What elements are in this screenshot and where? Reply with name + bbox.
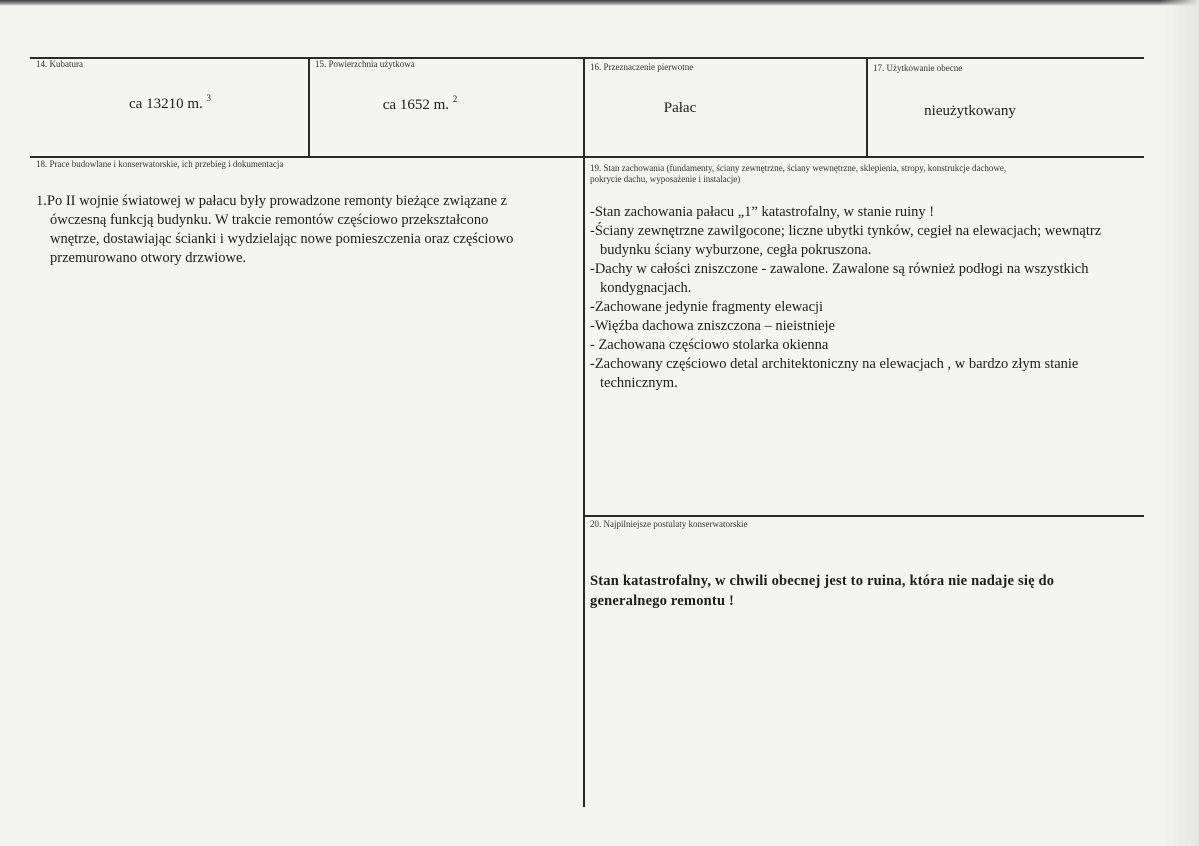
field-19-label: 19. Stan zachowania (fundamenty, ściany zewnętrzne, ściany wewnętrzne, sklepienia, stropy, konstrukcje dachowe, pokrycie dachu, wyposażenie i instalacje) [590, 163, 1007, 184]
field-14-value [60, 93, 280, 113]
field-18-text [36, 192, 516, 268]
col-divider-main [583, 57, 585, 807]
field-18-label: 18. Prace budowlane i konserwatorskie, ich przebieg i dokumentacja [36, 159, 284, 169]
field-19-list [590, 203, 1130, 393]
condition-item: - Zachowana częściowo stolarka okienna [590, 337, 829, 353]
field-14-label: 14. Kubatura [36, 59, 83, 69]
field-20-label: 20. Najpilniejsze postulaty konserwatorskie [590, 519, 748, 529]
volume-unit-exponent: 3 [206, 93, 211, 103]
field-17-label: 17. Użytkowanie obecne [873, 63, 963, 73]
construction-history-paragraph: 1.Po II wojnie światowej w pałacu były prowadzone remonty bieżące związane z ówczesną funkcją budynku. W trakcie remontów częściowo przekształcono wnętrze, dostawiając ścianki i wydzielając nowe pomieszczenia oraz częściowo przemurowano otwory drzwiowe. [36, 193, 514, 266]
condition-item: -Więźba dachowa zniszczona – nieistnieje [590, 318, 835, 334]
condition-item: -Ściany zewnętrzne zawilgocone; liczne ubytki tynków, cegieł na elewacjach; wewnątrz budynku ściany wyburzone, cegła pokruszona. [590, 223, 1102, 258]
condition-item: -Zachowane jedynie fragmenty elewacji [590, 299, 824, 315]
field-17-value: nieużytkowany [924, 103, 1016, 119]
scan-shadow-top [0, 0, 1199, 6]
area-unit-exponent: 2 [452, 94, 458, 104]
col-divider-16-17 [866, 57, 868, 157]
volume-text: ca 13210 m. [129, 96, 203, 112]
condition-item: -Zachowany częściowo detal architektoniczny na elewacjach , w bardzo złym stanie technicznym. [590, 356, 1079, 391]
area-text: ca 1652 m. [382, 97, 449, 113]
row-divider-1 [30, 156, 1144, 158]
condition-item: -Stan zachowania pałacu „1” katastrofalny, w stanie ruiny ! [590, 204, 935, 220]
col-divider-14-15 [308, 57, 310, 157]
scan-shadow-right [1159, 0, 1199, 846]
condition-item: -Dachy w całości zniszczone - zawalone. Zawalone są również podłogi na wszystkich kondygnacjach. [590, 261, 1089, 296]
field-15-label: 15. Powierzchnia użytkowa [315, 59, 415, 69]
field-20-text: Stan katastrofalny, w chwili obecnej jest to ruina, która nie nadaje się do generalnego remontu ! [590, 573, 1055, 609]
row-divider-2 [583, 515, 1144, 517]
table-top-border [30, 57, 1144, 59]
field-16-label: 16. Przeznaczenie pierwotne [590, 62, 694, 72]
field-15-value [320, 94, 520, 114]
field-16-value: Pałac [663, 100, 697, 116]
